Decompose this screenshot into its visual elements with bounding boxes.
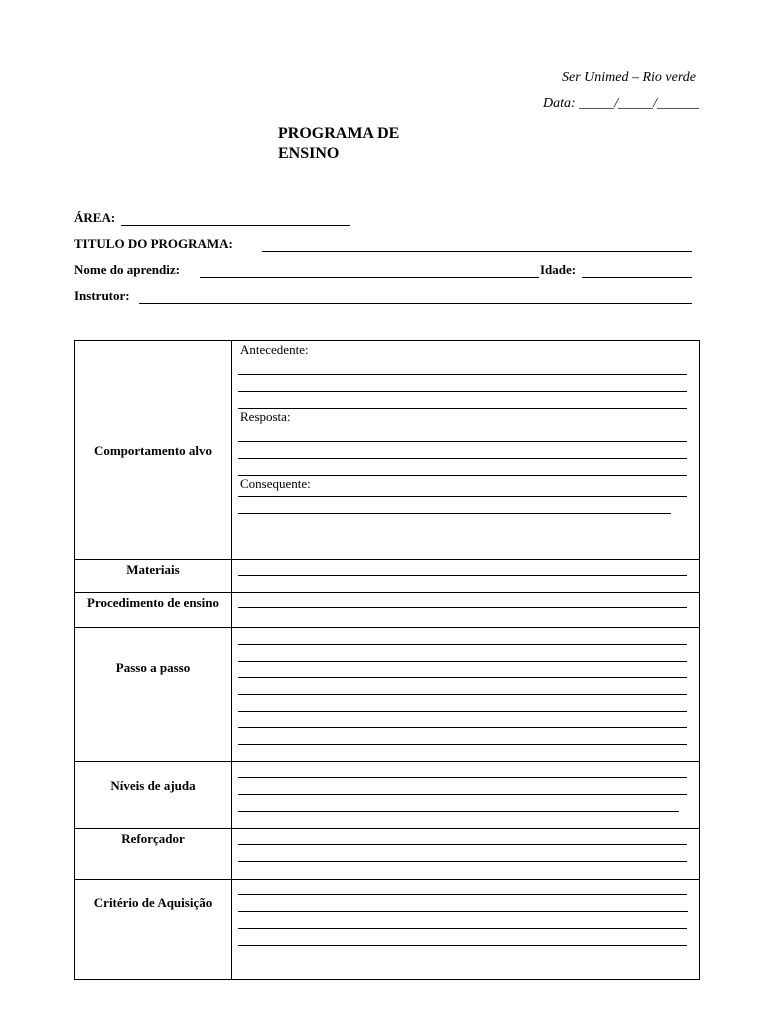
procedimento-label: Procedimento de ensino — [87, 595, 219, 610]
materiais-line[interactable] — [238, 575, 687, 576]
passo-line[interactable] — [238, 677, 687, 678]
row-criterio — [75, 880, 700, 980]
niveis-line[interactable] — [238, 794, 687, 795]
row-passo — [75, 628, 700, 762]
page-title: PROGRAMA DE ENSINO — [278, 125, 400, 162]
passo-line[interactable] — [238, 727, 687, 728]
criterio-line[interactable] — [238, 928, 687, 929]
materiais-label-cell — [75, 560, 232, 593]
row-niveis — [75, 762, 700, 829]
resposta-line[interactable] — [238, 441, 687, 442]
antecedente-line[interactable] — [238, 408, 687, 409]
reforcador-label: Reforçador — [121, 831, 185, 846]
idade-label: Idade: — [540, 262, 577, 277]
instrutor-label: Instrutor: — [74, 288, 130, 303]
procedimento-line[interactable] — [238, 607, 687, 608]
criterio-label: Critério de Aquisição — [93, 895, 213, 910]
niveis-label: Níveis de ajuda — [110, 778, 196, 793]
passo-line[interactable] — [238, 744, 687, 745]
reforcador-content-cell[interactable] — [232, 829, 700, 880]
procedimento-content-cell[interactable] — [232, 593, 700, 628]
criterio-label-cell — [75, 880, 232, 980]
criterio-line[interactable] — [238, 911, 688, 912]
antecedente-line[interactable] — [238, 391, 687, 392]
consequente-line[interactable] — [238, 513, 671, 514]
criterio-line[interactable] — [238, 945, 687, 946]
row-materiais — [75, 560, 700, 593]
passo-line[interactable] — [238, 661, 687, 662]
consequente-line[interactable] — [238, 496, 687, 497]
nome-input-line[interactable] — [200, 277, 539, 278]
passo-line[interactable] — [238, 711, 687, 712]
area-label: ÁREA: — [74, 210, 116, 225]
niveis-content-cell[interactable] — [232, 762, 700, 829]
nome-label: Nome do aprendiz: — [74, 262, 180, 277]
date-field[interactable]: Data: _____/_____/______ — [543, 96, 699, 111]
reforcador-line[interactable] — [238, 844, 687, 845]
criterio-content-cell[interactable] — [232, 880, 700, 980]
reforcador-label-cell — [75, 829, 232, 880]
passo-label-cell — [75, 628, 232, 762]
materiais-label: Materiais — [126, 562, 180, 577]
instrutor-input-line[interactable] — [139, 303, 692, 304]
area-input-line[interactable] — [121, 225, 350, 226]
passo-line[interactable] — [238, 644, 687, 645]
titulo-label: TITULO DO PROGRAMA: — [74, 236, 233, 251]
niveis-label-cell — [75, 762, 232, 829]
row-comportamento — [75, 341, 700, 560]
niveis-line[interactable] — [238, 811, 679, 812]
organization-name: Ser Unimed – Rio verde — [562, 70, 696, 85]
consequente-label: Consequente: — [240, 476, 311, 491]
niveis-line[interactable] — [238, 777, 687, 778]
teaching-program-table — [74, 340, 700, 980]
comportamento-content-cell[interactable] — [232, 341, 700, 560]
procedimento-label-cell — [75, 593, 232, 628]
passo-content-cell[interactable] — [232, 628, 700, 762]
resposta-label: Resposta: — [240, 409, 291, 424]
antecedente-line[interactable] — [238, 374, 687, 375]
idade-input-line[interactable] — [582, 277, 692, 278]
row-procedimento — [75, 593, 700, 628]
row-reforcador — [75, 829, 700, 880]
passo-line[interactable] — [238, 694, 687, 695]
passo-label: Passo a passo — [115, 660, 191, 675]
resposta-line[interactable] — [238, 458, 687, 459]
criterio-line[interactable] — [238, 894, 687, 895]
comportamento-label: Comportamento alvo — [93, 442, 213, 458]
titulo-input-line[interactable] — [262, 251, 692, 252]
antecedente-label: Antecedente: — [240, 342, 309, 357]
materiais-content-cell[interactable] — [232, 560, 700, 593]
comportamento-label-cell — [75, 341, 232, 560]
reforcador-line[interactable] — [238, 861, 687, 862]
